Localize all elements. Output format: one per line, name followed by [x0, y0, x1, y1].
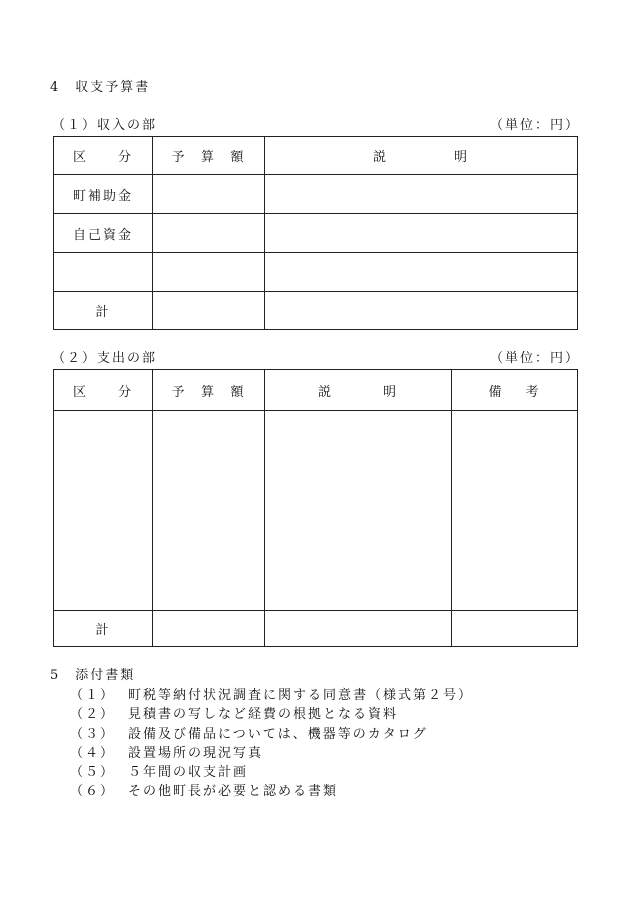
income-total-row: [54, 292, 578, 330]
expense-header-category: [54, 370, 153, 411]
header-char: 明: [382, 384, 398, 400]
income-description-cell[interactable]: [265, 253, 578, 292]
list-item: [70, 725, 473, 744]
income-header-description: [265, 137, 578, 175]
income-budget-cell[interactable]: [153, 214, 265, 253]
expense-description-cell[interactable]: [265, 411, 452, 611]
expense-category-cell[interactable]: [54, 411, 153, 611]
list-item-number: （３）: [70, 726, 116, 742]
expense-total-label: 計: [54, 611, 153, 647]
list-item-number: （２）: [70, 707, 116, 723]
expense-unit-label: （単位：円）: [490, 351, 581, 366]
income-budget-cell[interactable]: [153, 253, 265, 292]
list-item: [70, 744, 473, 763]
header-char: 区: [73, 384, 89, 400]
expense-header-row: [54, 370, 578, 411]
income-total-label: 計: [54, 292, 153, 330]
header-char: 備: [488, 384, 504, 400]
income-total-budget-cell[interactable]: [153, 292, 265, 330]
list-item-text: 町税等納付状況調査に関する同意書（様式第２号）: [128, 688, 474, 703]
income-description-cell[interactable]: [265, 214, 578, 253]
list-item-text: 設置場所の現況写真: [128, 745, 264, 761]
list-item-number: （６）: [70, 784, 116, 800]
list-item: [70, 686, 473, 705]
header-char: 明: [453, 150, 469, 165]
expense-header-budget: [153, 370, 265, 411]
header-char: 額: [230, 150, 246, 165]
list-item-text: ５年間の収支計画: [128, 765, 249, 781]
income-category-cell: 自己資金: [54, 214, 153, 253]
list-item-number: （４）: [70, 745, 116, 761]
expense-header-remarks: [452, 370, 578, 411]
header-char: 額: [230, 384, 246, 400]
expense-header-description: [265, 370, 452, 411]
table-row: [54, 175, 578, 214]
list-item-text: 見積書の写しなど経費の根拠となる資料: [128, 707, 399, 723]
expense-remarks-cell[interactable]: [452, 411, 578, 611]
income-category-cell[interactable]: [54, 253, 153, 292]
section-5-heading: 5 添付書類: [50, 668, 136, 683]
income-header-row: [54, 137, 578, 175]
list-item: [70, 705, 473, 724]
expense-table: [53, 369, 578, 647]
income-header-category: [54, 137, 153, 175]
header-char: 分: [117, 150, 133, 165]
attachments-list: [70, 686, 473, 802]
expense-budget-cell[interactable]: [153, 411, 265, 611]
header-char: 分: [117, 384, 133, 400]
header-char: 考: [525, 384, 541, 400]
list-item-text: 設備及び備品については、機器等のカタログ: [128, 726, 428, 742]
expense-total-description-cell[interactable]: [265, 611, 452, 647]
income-header-budget: [153, 137, 265, 175]
income-section-label: （１）収入の部: [52, 118, 158, 133]
income-table: [53, 136, 578, 330]
income-total-description-cell[interactable]: [265, 292, 578, 330]
list-item: [70, 763, 473, 782]
header-char: 説: [373, 150, 389, 165]
list-item-text: その他町長が必要と認める書類: [128, 784, 339, 800]
header-char: 予: [171, 384, 187, 400]
list-item: [70, 782, 473, 801]
income-description-cell[interactable]: [265, 175, 578, 214]
expense-total-remarks-cell[interactable]: [452, 611, 578, 647]
table-row: [54, 214, 578, 253]
header-char: 算: [200, 150, 216, 165]
expense-section-label: （２）支出の部: [52, 351, 158, 366]
income-unit-label: （単位：円）: [490, 118, 581, 133]
expense-total-budget-cell[interactable]: [153, 611, 265, 647]
income-budget-cell[interactable]: [153, 175, 265, 214]
header-char: 説: [318, 384, 334, 400]
section-4-heading: 4 収支予算書: [50, 80, 151, 95]
expense-body-row: [54, 411, 578, 611]
table-row: [54, 253, 578, 292]
header-char: 算: [200, 384, 216, 400]
header-char: 予: [171, 150, 187, 165]
list-item-number: （１）: [70, 688, 116, 703]
header-char: 区: [73, 150, 89, 165]
list-item-number: （５）: [70, 765, 116, 781]
income-category-cell: 町補助金: [54, 175, 153, 214]
expense-total-row: [54, 611, 578, 647]
